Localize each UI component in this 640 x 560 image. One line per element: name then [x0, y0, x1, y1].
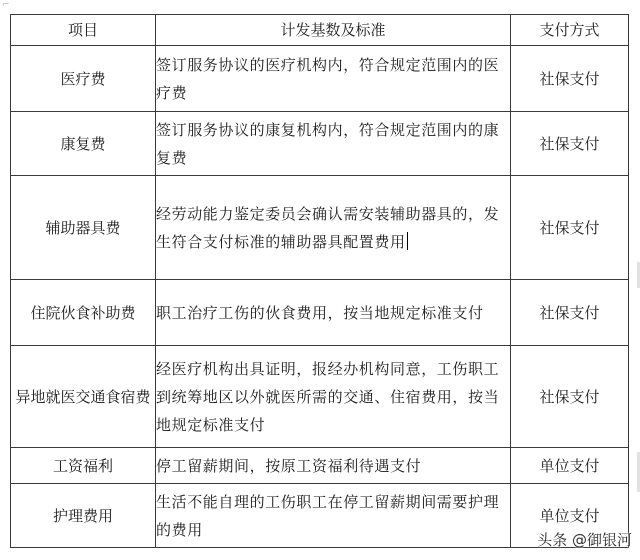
payment-cell: 社保支付	[511, 46, 629, 112]
item-cell: 康复费	[11, 112, 156, 176]
table-row	[11, 346, 629, 448]
work-injury-fee-table	[10, 14, 629, 548]
table-header-row	[11, 15, 629, 46]
item-cell: 辅助器具费	[11, 176, 156, 280]
table-row	[11, 484, 629, 548]
basis-cell: 职工治疗工伤的伙食费用，按当地规定标准支付	[156, 280, 511, 346]
header-payment: 支付方式	[511, 15, 629, 46]
item-cell: 异地就医交通食宿费	[11, 346, 156, 448]
table-row	[11, 280, 629, 346]
watermark-text: 头条 @御银河	[537, 531, 632, 549]
payment-cell: 社保支付	[511, 112, 629, 176]
item-cell: 医疗费	[11, 46, 156, 112]
corner-crop-mark: ⌐	[2, 0, 10, 10]
payment-cell: 单位支付	[511, 448, 629, 484]
basis-cell: 停工留薪期间，按原工资福利待遇支付	[156, 448, 511, 484]
item-cell: 住院伙食补助费	[11, 280, 156, 346]
table-row	[11, 112, 629, 176]
table-row	[11, 46, 629, 112]
item-cell: 护理费用	[11, 484, 156, 548]
basis-text: 经劳动能力鉴定委员会确认需安装辅助器具的，发生符合支付标准的辅助器具配置费用	[156, 204, 500, 251]
basis-cell: 签订服务协议的康复机构内，符合规定范围内的康复费	[156, 112, 511, 176]
payment-cell: 社保支付	[511, 280, 629, 346]
payment-cell: 社保支付	[511, 176, 629, 280]
basis-cell: 签订服务协议的医疗机构内，符合规定范围内的医疗费	[156, 46, 511, 112]
basis-cell: 生活不能自理的工伤职工在停工留薪期间需要护理的费用	[156, 484, 511, 548]
payment-cell: 社保支付	[511, 346, 629, 448]
table-row	[11, 448, 629, 484]
item-cell: 工资福利	[11, 448, 156, 484]
basis-cell	[156, 176, 511, 280]
header-item: 项目	[11, 15, 156, 46]
payment-cell: 单位支付	[511, 484, 629, 548]
basis-cell: 经医疗机构出具证明，报经办机构同意，工伤职工到统筹地区以外就医所需的交通、住宿费用，按当地规定标准支付	[156, 346, 511, 448]
header-basis: 计发基数及标准	[156, 15, 511, 46]
table-row	[11, 176, 629, 280]
text-cursor	[407, 232, 408, 250]
